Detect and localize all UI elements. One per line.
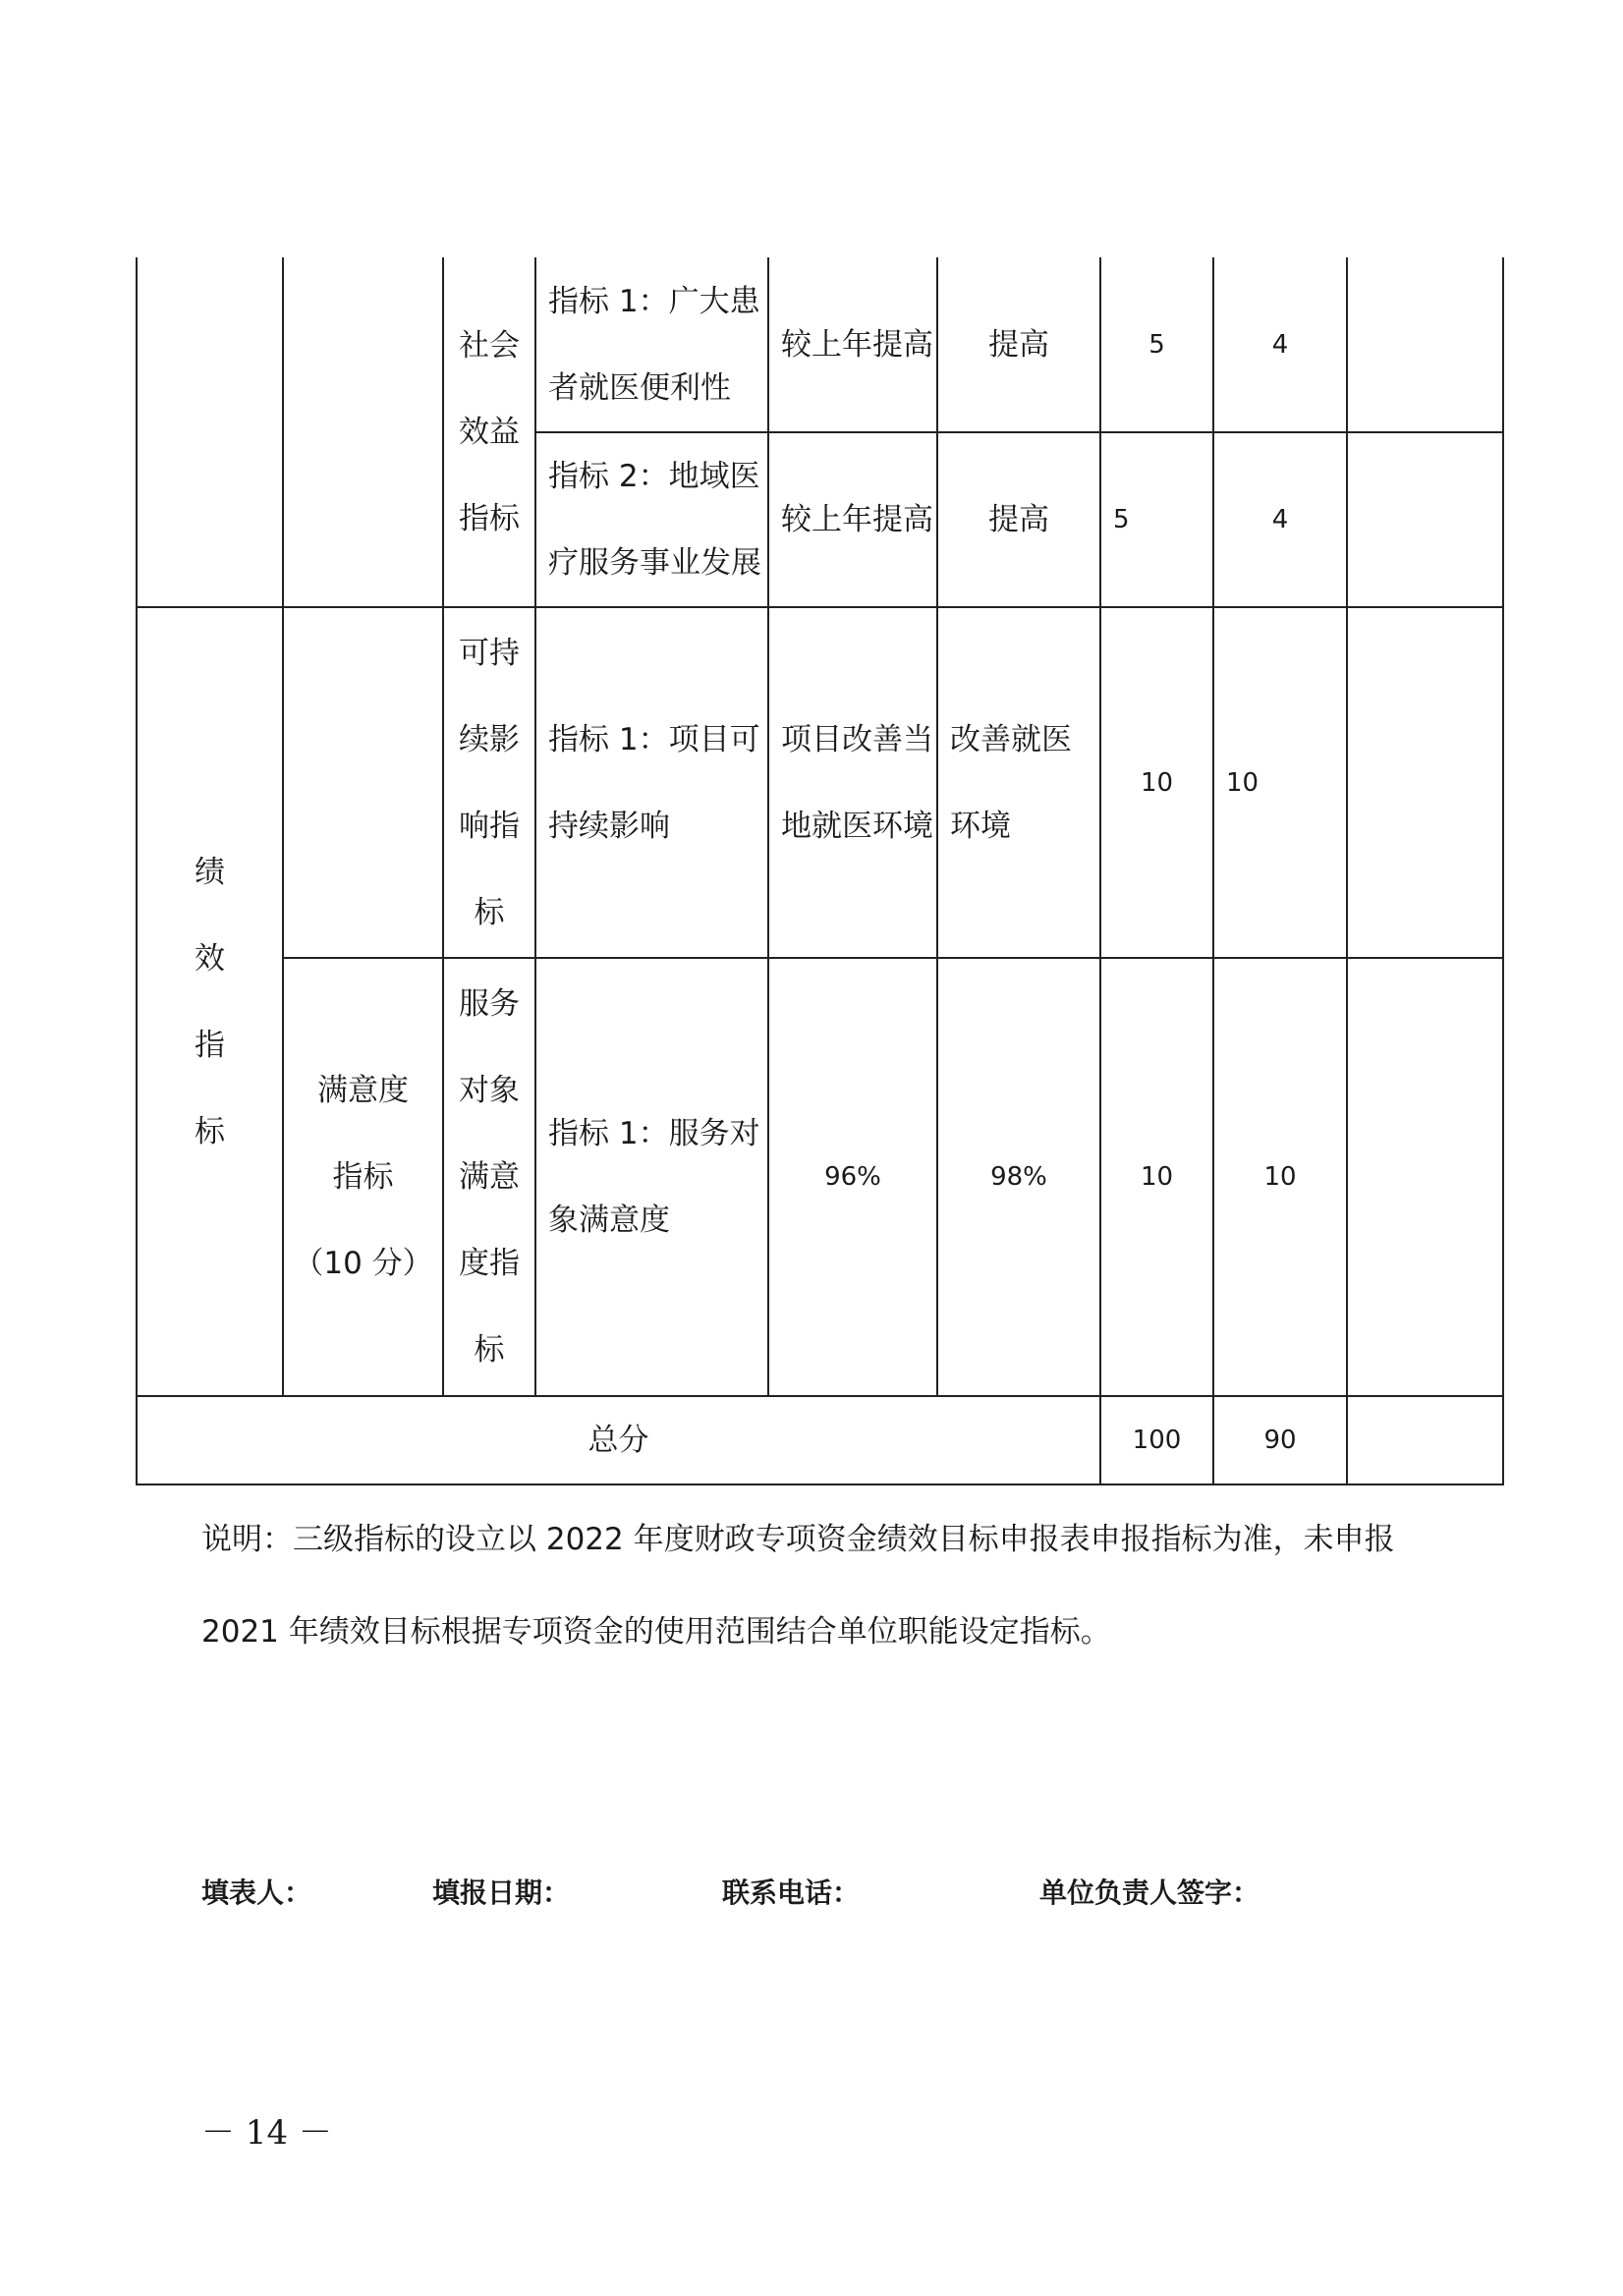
total-remark xyxy=(1347,1396,1503,1484)
weight-cell: 5 xyxy=(1100,257,1213,432)
weight-cell: 10 xyxy=(1100,607,1213,958)
performance-indicator-label: 绩 效 指 标 xyxy=(137,607,283,1396)
explanatory-note: 说明：三级指标的设立以 2022 年度财政专项资金绩效目标申报表申报指标为准，未申报 2021 年绩效目标根据专项资金的使用范围结合单位职能设定指标。 xyxy=(201,1522,1395,1650)
actual-cell: 提高 xyxy=(937,432,1100,607)
satisfaction-subcategory-label: 服务 对象 满意 度指 标 xyxy=(443,958,535,1396)
indicator-cell: 指标 1：广大患者就医便利性 xyxy=(535,257,768,432)
target-cell: 96% xyxy=(768,958,937,1396)
indicator-cell: 指标 1：项目可持续影响 xyxy=(535,607,768,958)
total-score: 90 xyxy=(1213,1396,1347,1484)
sustainability-label: 可持 续影 响指 标 xyxy=(443,607,535,958)
satisfaction-category-label: 满意度 指标 （10 分） xyxy=(283,958,443,1396)
indicator-cell: 指标 2：地域医疗服务事业发展 xyxy=(535,432,768,607)
remark-cell xyxy=(1347,607,1503,958)
blank-cell xyxy=(283,607,443,958)
remark-cell xyxy=(1347,432,1503,607)
table-row xyxy=(137,958,1503,1396)
fill-date-label: 填报日期： xyxy=(432,1876,571,1909)
blank-cell xyxy=(137,257,283,607)
table-row xyxy=(137,257,1503,432)
target-cell: 较上年提高 xyxy=(768,432,937,607)
blank-cell xyxy=(283,257,443,607)
social-benefit-label: 社会效益指标 xyxy=(443,257,535,607)
table-row xyxy=(137,607,1503,958)
actual-cell: 改善就医环境 xyxy=(937,607,1100,958)
actual-cell: 98% xyxy=(937,958,1100,1396)
target-cell: 项目改善当地就医环境 xyxy=(768,607,937,958)
leader-signature-label: 单位负责人签字： xyxy=(1039,1876,1260,1909)
target-cell: 较上年提高 xyxy=(768,257,937,432)
score-cell: 10 xyxy=(1213,607,1347,958)
actual-cell: 提高 xyxy=(937,257,1100,432)
remark-cell xyxy=(1347,958,1503,1396)
total-weight: 100 xyxy=(1100,1396,1213,1484)
page-number: － 14 － xyxy=(201,2113,332,2153)
signature-line xyxy=(0,1872,1623,1921)
score-cell: 10 xyxy=(1213,958,1347,1396)
performance-table xyxy=(136,257,1504,1485)
filler-label: 填表人： xyxy=(201,1876,312,1909)
remark-cell xyxy=(1347,257,1503,432)
score-cell: 4 xyxy=(1213,432,1347,607)
weight-cell: 5 xyxy=(1100,432,1213,607)
weight-cell: 10 xyxy=(1100,958,1213,1396)
score-cell: 4 xyxy=(1213,257,1347,432)
total-row xyxy=(137,1396,1503,1484)
total-label: 总分 xyxy=(137,1396,1100,1484)
indicator-cell: 指标 1：服务对象满意度 xyxy=(535,958,768,1396)
phone-label: 联系电话： xyxy=(722,1876,861,1909)
